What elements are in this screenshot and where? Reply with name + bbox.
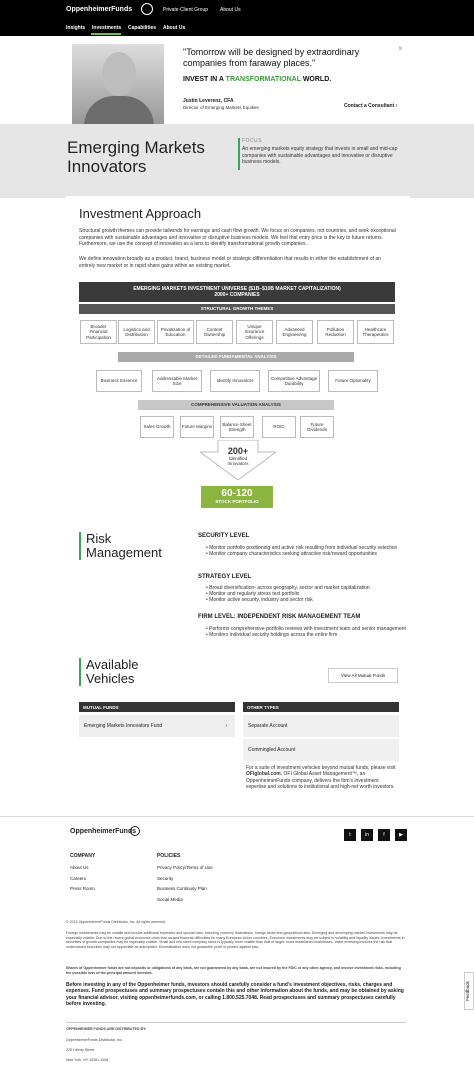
footer-privacy-link[interactable]: Privacy Policy/Terms of Use [157, 865, 213, 870]
valuation-box: Balance Sheet Strength [220, 416, 254, 438]
valuation-box: Future Margins [180, 416, 214, 438]
security-level-heading: SECURITY LEVEL [198, 533, 250, 539]
theme-box: Privatization of Education [157, 320, 194, 344]
distributor-name: OppenheimerFunds Distributor, Inc. [66, 1038, 123, 1042]
feedback-tab[interactable]: Feedback [464, 972, 474, 1010]
hero-cta: INVEST IN A TRANSFORMATIONAL WORLD. [183, 76, 332, 83]
footer-brand[interactable]: OppenheimerFunds [70, 828, 137, 835]
distributed-label: OPPENHEIMER FUNDS ARE DISTRIBUTED BY: [66, 1027, 147, 1031]
vehicles-title: Available Vehicles [86, 657, 139, 686]
commingled-account-row[interactable]: Commingled Account [243, 739, 399, 761]
strategy-level-heading: STRATEGY LEVEL [198, 574, 252, 580]
tab-insights[interactable]: Insights [66, 25, 86, 31]
other-types-header: OTHER TYPES [243, 702, 399, 712]
fundamental-box: Business Essence [96, 370, 142, 392]
theme-box: Unique Insurance Offerings [236, 320, 273, 344]
fund-row[interactable]: Emerging Markets Innovators Fund › [79, 715, 235, 737]
tab-investments[interactable]: Investments [92, 25, 122, 31]
themes-header: STRUCTURAL GROWTH THEMES [79, 304, 395, 314]
firm-bullets: • Performs comprehensive portfolio reviews with investment team and senior management • Monitors individual security holdings across the entire firm [206, 626, 406, 638]
theme-box: Pollution Reduction [317, 320, 354, 344]
valuation-box: Future Dividends [300, 416, 334, 438]
footer-social-link[interactable]: Social Media [157, 897, 183, 902]
contact-consultant-link[interactable]: Contact a Consultant › [344, 103, 398, 109]
approach-title: Investment Approach [79, 206, 202, 221]
approach-para1: Structural growth themes can provide tailwinds for earnings and cash flow growth. We focus on companies, not countries, and seek exceptional companies with sustainable advantages and innovative or disruptive business models. We feel that entry price is the key to future returns. Furthermore, we use the concept of innovation as a lens to identify transformational growth companies. [79, 228, 396, 247]
footer-divider [0, 816, 474, 817]
close-icon[interactable]: × [398, 44, 403, 53]
view-all-funds-button[interactable]: View All Mutual Funds [328, 668, 398, 683]
universe-header: EMERGING MARKETS INVESTMENT UNIVERSE ($1B–$10B MARKET CAPITALIZATION) 2000+ COMPANIES [79, 282, 395, 302]
focus-label: FOCUS [242, 138, 262, 144]
valuation-box: Sales Growth [140, 416, 174, 438]
active-tab-indicator [91, 33, 121, 35]
theme-box: Broader Financial Participation [80, 320, 117, 344]
page-title: Emerging Markets Innovators [67, 138, 205, 176]
address-line1: 225 Liberty Street [66, 1048, 95, 1052]
youtube-icon[interactable]: ▶ [395, 829, 407, 841]
footer-about-link[interactable]: About Us [70, 865, 89, 870]
linkedin-icon[interactable]: in [361, 829, 373, 841]
facebook-icon[interactable]: f [378, 829, 390, 841]
fundamental-box: Competitive Advantage Durability [268, 370, 320, 392]
hero-quote: "Tomorrow will be designed by extraordinary companies from faraway places." [183, 47, 360, 68]
theme-box: Logistics and Distribution [118, 320, 155, 344]
twitter-icon[interactable]: t [344, 829, 356, 841]
fundamental-box: Future Optionality [328, 370, 378, 392]
identified-count: 200+ [227, 446, 249, 456]
theme-box: Healthcare Therapeutics [357, 320, 394, 344]
person-name: Justin Leverenz, CFA [183, 98, 234, 104]
focus-text: An emerging markets equity strategy that invests in small and mid-cap companies with sustainable advantages and innovative or disruptive business models. [242, 146, 398, 165]
segment-link[interactable]: Private Client Group [163, 7, 209, 13]
arrow-right-icon: › [225, 723, 227, 729]
focus-divider [238, 138, 240, 170]
brand-mark-icon [141, 3, 153, 15]
fundamental-box: Addressable Market Size [152, 370, 202, 392]
vehicles-accent [79, 658, 81, 686]
prospectus-notice: Before investing in any of the Oppenheimer funds, investors should carefully consider a fund's investment objectives, risks, charges and expenses. Fund prospectuses and summary prospectuses contain this and other information about the funds, and may be obtained by asking your financial advisor, visiting oppenheimerfunds.com, or calling 1.800.525.7048. Read prospectuses and summary prospectuses carefully before investing. [66, 982, 404, 1007]
footer-careers-link[interactable]: Careers [70, 876, 87, 881]
portrait-photo [72, 44, 164, 124]
address-line2: New York, NY 10281-1008 [66, 1058, 109, 1062]
valuation-box: ROIC [262, 416, 296, 438]
footer-press-link[interactable]: Press Room [70, 886, 95, 891]
fundamental-header: DETAILED FUNDAMENTAL ANALYSIS [118, 352, 354, 362]
risk-accent [79, 532, 81, 560]
separate-account-row[interactable]: Separate Account [243, 715, 399, 737]
disclosure-risks: Foreign investments may be volatile and involve additional expenses and special risks, including currency fluctuations, foreign taxes and geopolitical risks. Emerging and developing market investments may be especially volatile. Due to the recent global economic crisis that caused financial difficulties for many European Union countries, Eurozone investments may be subject to volatility and liquidity issues. Investments in securities of growth companies may be especially volatile. Small and mid-sized company stock is typically more volatile than that of larger, more established businesses. Value investing involves the risk that undervalued securities may not appreciate as anticipated. Diversification does not guarantee profit or protect against loss. [66, 931, 405, 949]
theme-box: Advanced Engineering [276, 320, 313, 344]
portfolio-box: 60-120 STOCK PORTFOLIO [201, 486, 273, 508]
ofiglobal-link[interactable]: OFIglobal.com [246, 771, 281, 778]
about-link[interactable]: About Us [220, 7, 241, 13]
disclosure-bank: Shares of Oppenheimer funds are not deposits or obligations of any bank, are not guaranteed by any bank, are not insured by the FDIC or any other agency, and involve investment risks, including the possible loss of the principal amount invested. [66, 966, 401, 975]
identified-label: Identified Innovators [227, 456, 249, 466]
risk-title: Risk Management [86, 531, 162, 560]
footer-continuity-link[interactable]: Business Continuity Plan [157, 886, 207, 891]
footer-rule [66, 1022, 406, 1023]
tab-capabilities[interactable]: Capabilities [128, 25, 157, 31]
security-bullets: • Monitor portfolio positioning and active risk resulting from individual security selection • Monitor company characteristics seeking attractive risk/reward opportunities [206, 545, 398, 557]
mutual-funds-header: MUTUAL FUNDS [79, 702, 235, 712]
person-title: Director of Emerging Markets Equities [183, 105, 259, 110]
tab-about[interactable]: About Us [163, 25, 186, 31]
footer-brand-mark-icon [130, 826, 140, 836]
firm-level-heading: FIRM LEVEL: INDEPENDENT RISK MANAGEMENT TEAM [198, 614, 361, 620]
fundamental-box: Identify Innovators [210, 370, 260, 392]
theme-box: Content Ownership [196, 320, 233, 344]
brand-logo[interactable]: OppenheimerFunds [66, 6, 133, 13]
vehicles-note: For a suite of investment vehicles beyond mutual funds, please visit OFIglobal.com, OFI Global Asset Management™, an OppenheimerFunds company, delivers the firm's investment expertise and solutions to institutional and high-net worth investors. [246, 765, 396, 791]
top-nav [0, 0, 474, 36]
valuation-header: COMPREHENSIVE VALUATION ANALYSIS [138, 400, 334, 410]
policies-heading: POLICIES [157, 853, 181, 859]
footer-security-link[interactable]: Security [157, 876, 174, 881]
strategy-bullets: • Broad diversification¹ across geography, sector and market capitalization • Monitor and regularly stress test portfolio • Monitor active security, industry and sector risk [206, 585, 370, 603]
company-heading: COMPANY [70, 853, 96, 859]
approach-para2: We define innovation broadly as a product, brand, business model or strategic differentiation that results in either the establishment of an entirely new market or in rapid share gains within an existing market. [79, 256, 381, 269]
copyright: © 2015 OppenheimerFunds Distributor, Inc. All rights reserved. [66, 920, 166, 924]
